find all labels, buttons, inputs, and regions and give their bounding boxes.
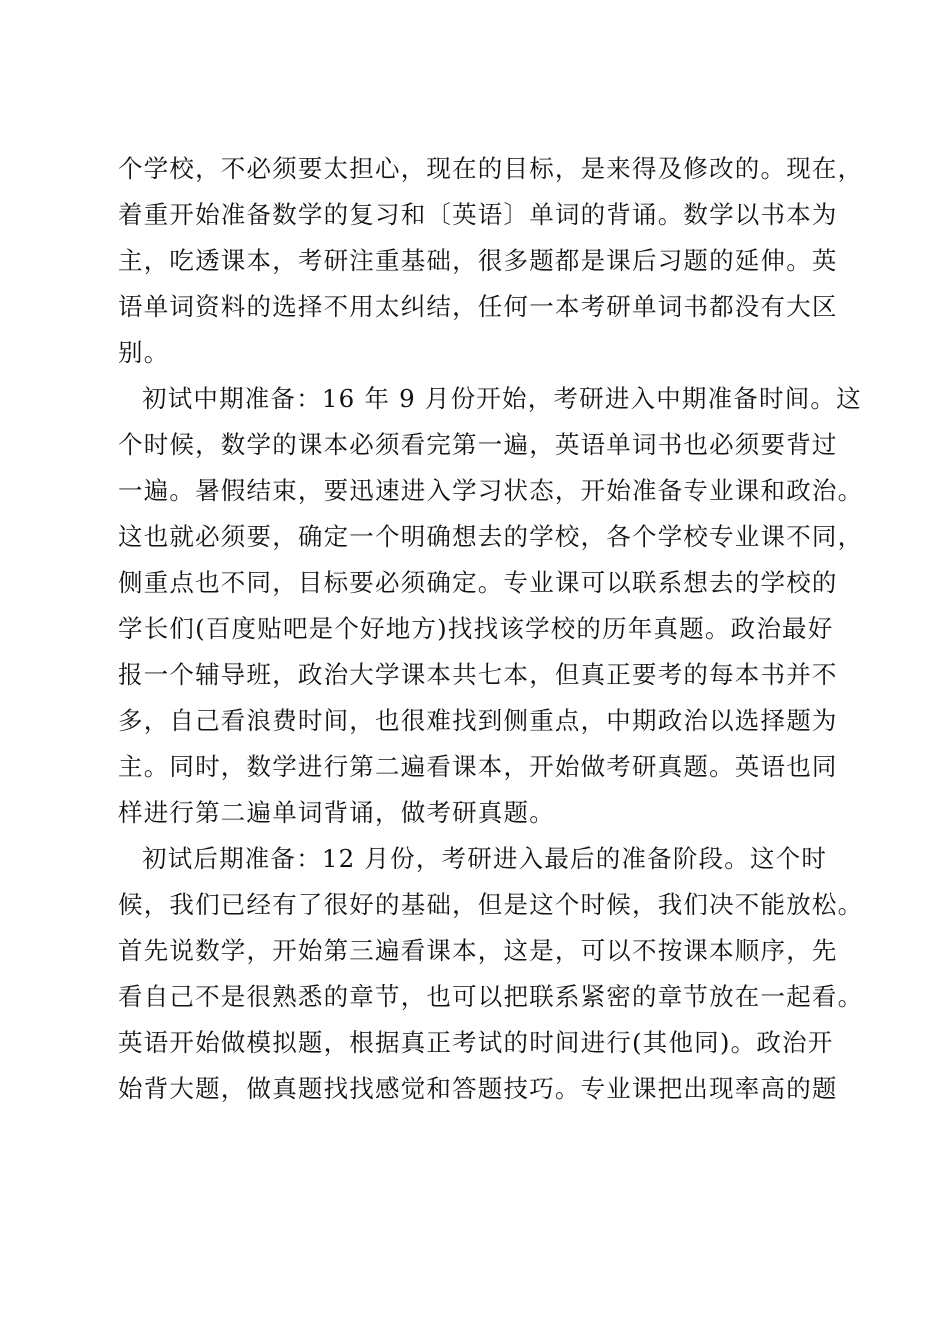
text-line: 英语开始做模拟题，根据真正考试的时间进行(其他同)。政治开: [118, 1028, 834, 1057]
paragraph-start-line: 初试中期准备：16 年 9 月份开始，考研进入中期准备时间。这: [142, 384, 862, 413]
text-line: 主。同时，数学进行第二遍看课本，开始做考研真题。英语也同: [118, 752, 838, 781]
paragraph-start-line: 初试后期准备：12 月份，考研进入最后的准备阶段。这个时: [142, 844, 828, 873]
text-line: 始背大题，做真题找找感觉和答题技巧。专业课把出现率高的题: [118, 1074, 838, 1103]
text-line: 这也就必须要，确定一个明确想去的学校，各个学校专业课不同，: [118, 522, 864, 551]
text-line: 样进行第二遍单词背诵，做考研真题。: [118, 798, 555, 827]
text-line: 多，自己看浪费时间，也很难找到侧重点，中期政治以选择题为: [118, 706, 838, 735]
text-line: 语单词资料的选择不用太纠结，任何一本考研单词书都没有大区: [118, 292, 838, 321]
text-line: 别。: [118, 338, 170, 367]
text-line: 着重开始准备数学的复习和〔英语〕单词的背诵。数学以书本为: [118, 200, 838, 229]
text-line: 学长们(百度贴吧是个好地方)找找该学校的历年真题。政治最好: [118, 614, 834, 643]
text-line: 候，我们已经有了很好的基础，但是这个时候，我们决不能放松。: [118, 890, 864, 919]
text-line: 侧重点也不同，目标要必须确定。专业课可以联系想去的学校的: [118, 568, 838, 597]
body-text: [118, 146, 864, 1112]
text-line: 首先说数学，开始第三遍看课本，这是，可以不按课本顺序，先: [118, 936, 838, 965]
text-line: 主，吃透课本，考研注重基础，很多题都是课后习题的延伸。英: [118, 246, 838, 275]
text-line: 个学校，不必须要太担心，现在的目标，是来得及修改的。现在，: [118, 154, 864, 183]
text-line: 看自己不是很熟悉的章节，也可以把联系紧密的章节放在一起看。: [118, 982, 864, 1011]
text-line: 一遍。暑假结束，要迅速进入学习状态，开始准备专业课和政治。: [118, 476, 864, 505]
text-line: 报一个辅导班，政治大学课本共七本，但真正要考的每本书并不: [118, 660, 838, 689]
text-line: 个时候，数学的课本必须看完第一遍，英语单词书也必须要背过: [118, 430, 838, 459]
